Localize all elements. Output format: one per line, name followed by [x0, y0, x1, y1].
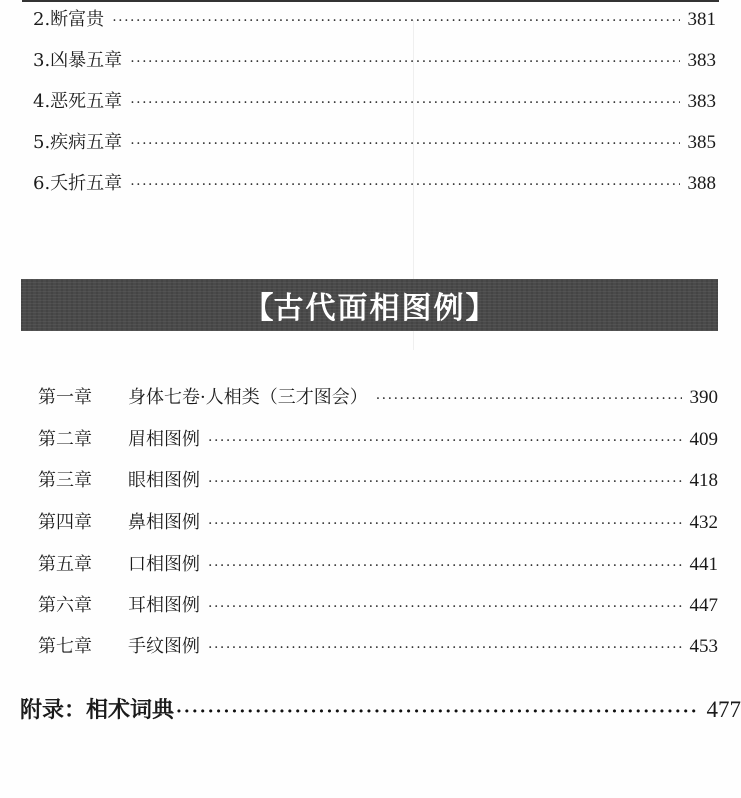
chapter-entry: [38, 386, 718, 411]
chapter-number: 第五章: [38, 554, 92, 575]
chapter-title: 耳相图例: [128, 595, 200, 616]
chapter-title: 手纹图例: [128, 636, 200, 657]
dot-leader: [208, 636, 682, 660]
chapter-entry: [38, 511, 718, 536]
section-banner: [21, 279, 718, 331]
dot-leader: [130, 173, 679, 197]
toc-entry-page: 383: [687, 91, 716, 112]
toc-entry: [33, 49, 716, 74]
chapter-entry: [38, 553, 718, 578]
toc-entry-label: 4.恶死五章: [33, 91, 123, 112]
dot-leader: [130, 50, 679, 74]
chapter-page: 447: [689, 595, 718, 616]
dot-leader: [376, 387, 682, 411]
chapter-number: 第四章: [38, 512, 92, 533]
toc-entry: [33, 90, 716, 115]
appendix-entry: [20, 693, 741, 724]
chapter-entry: [38, 635, 718, 660]
chapter-number: 第六章: [38, 595, 92, 616]
chapter-label: [38, 469, 200, 493]
toc-entry-label: 5.疾病五章: [33, 132, 123, 153]
dot-leader: [208, 554, 682, 578]
chapter-page: 441: [689, 554, 718, 575]
toc-entry: [33, 131, 716, 156]
toc-entry-label: 3.凶暴五章: [33, 50, 123, 71]
dot-leader: [130, 132, 679, 156]
toc-entry-page: 381: [687, 9, 716, 30]
chapter-title: 鼻相图例: [128, 512, 200, 533]
dot-leader: [112, 9, 679, 33]
dot-leader: [208, 512, 682, 536]
toc-entry-page: 383: [687, 50, 716, 71]
chapter-number: 第七章: [38, 636, 92, 657]
chapter-page: 418: [689, 470, 718, 491]
dot-leader: [130, 91, 679, 115]
toc-entry-label: 6.夭折五章: [33, 173, 123, 194]
chapter-entry: [38, 594, 718, 619]
dot-leader: [208, 470, 682, 494]
chapter-label: [38, 386, 368, 410]
chapter-title: 口相图例: [128, 554, 200, 575]
chapter-title: 眼相图例: [128, 470, 200, 491]
chapter-number: 第一章: [38, 387, 92, 408]
dot-leader: [176, 702, 696, 722]
chapter-label: [38, 428, 200, 452]
chapter-label: [38, 594, 200, 618]
chapter-label: [38, 635, 200, 659]
chapter-page: 432: [689, 512, 718, 533]
dot-leader: [208, 429, 682, 453]
chapter-label: [38, 553, 200, 577]
chapter-entry: [38, 428, 718, 453]
chapter-number: 第二章: [38, 429, 92, 450]
chapter-number: 第三章: [38, 470, 92, 491]
section-title: 古代面相图例: [273, 291, 466, 326]
toc-entry-page: 385: [687, 132, 716, 153]
toc-entry-label: 2.断富贵: [33, 9, 105, 30]
bracket-left: 【: [243, 291, 274, 326]
top-rule: [22, 0, 719, 2]
bracket-right: 】: [465, 291, 496, 326]
appendix-page: 477: [706, 697, 741, 722]
chapter-page: 409: [689, 429, 718, 450]
chapter-title: 身体七卷·人相类（三才图会）: [128, 387, 368, 408]
chapter-label: [38, 511, 200, 535]
chapter-title: 眉相图例: [128, 429, 200, 450]
chapter-page: 390: [689, 387, 718, 408]
toc-entry-page: 388: [687, 173, 716, 194]
dot-leader: [208, 595, 682, 619]
toc-entry: [33, 8, 716, 33]
toc-entry: [33, 172, 716, 197]
appendix-label: 附录：相术词典: [20, 697, 175, 723]
chapter-page: 453: [689, 636, 718, 657]
chapter-entry: [38, 469, 718, 494]
